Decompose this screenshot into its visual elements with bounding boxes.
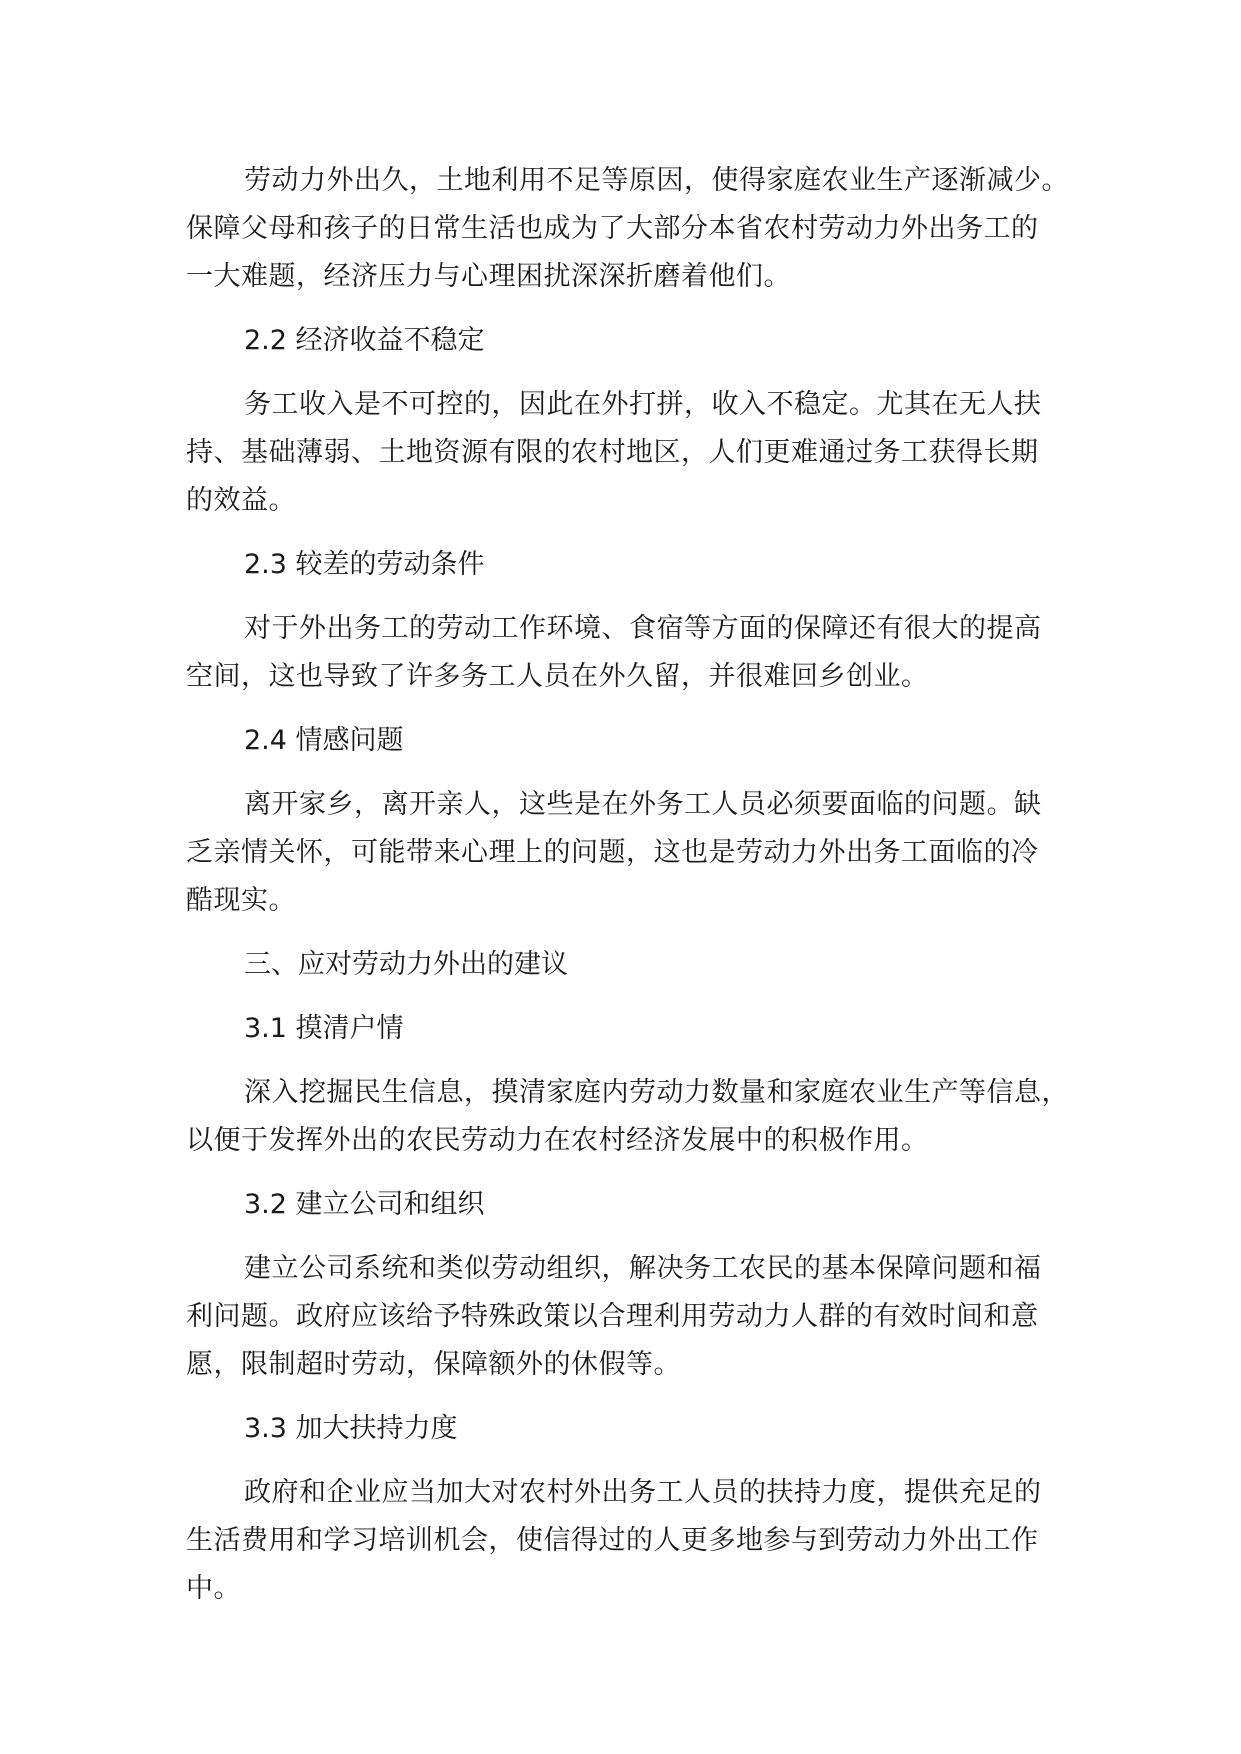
- body-paragraph: [186, 157, 1069, 301]
- chapter-heading: 三、应对劳动力外出的建议: [244, 949, 568, 980]
- body-paragraph: [186, 781, 1055, 925]
- paragraph-line: 利问题。政府应该给予特殊政策以合理利用劳动力人群的有效时间和意: [186, 1301, 1039, 1332]
- paragraph-line: 以便于发挥外出的农民劳动力在农村经济发展中的积极作用。: [186, 1125, 929, 1156]
- paragraph-line: 空间，这也导致了许多务工人员在外久留，并很难回乡创业。: [186, 661, 929, 692]
- paragraph-line: 离开家乡，离开亲人，这些是在外务工人员必须要面临的问题。缺: [244, 789, 1042, 820]
- paragraph-line: 建立公司系统和类似劳动组织，解决务工农民的基本保障问题和福: [244, 1253, 1042, 1284]
- paragraph-line: 保障父母和孩子的日常生活也成为了大部分本省农村劳动力外出务工的: [186, 213, 1039, 244]
- paragraph-line: 一大难题，经济压力与心理困扰深深折磨着他们。: [186, 261, 791, 292]
- body-paragraph: [186, 1069, 1069, 1165]
- section-heading: 2.2 经济收益不稳定: [244, 325, 485, 356]
- paragraph-line: 乏亲情关怀，可能带来心理上的问题，这也是劳动力外出务工面临的冷: [186, 837, 1039, 868]
- paragraph-line: 劳动力外出久，土地利用不足等原因，使得家庭农业生产逐渐减少。: [244, 165, 1069, 196]
- paragraph-line: 酷现实。: [186, 885, 296, 916]
- body-paragraph: [186, 381, 1055, 525]
- paragraph-line: 政府和企业应当加大对农村外出务工人员的扶持力度，提供充足的: [244, 1477, 1042, 1508]
- body-paragraph: [186, 1245, 1055, 1389]
- section-heading: 3.2 建立公司和组织: [244, 1189, 485, 1220]
- section-heading: 3.1 摸清户情: [244, 1013, 404, 1044]
- body-paragraph: [186, 1469, 1055, 1613]
- paragraph-line: 的效益。: [186, 485, 296, 516]
- paragraph-line: 持、基础薄弱、土地资源有限的农村地区，人们更难通过务工获得长期: [186, 437, 1039, 468]
- section-heading: 2.3 较差的劳动条件: [244, 549, 485, 580]
- paragraph-line: 中。: [186, 1573, 241, 1604]
- paragraph-line: 对于外出务工的劳动工作环境、食宿等方面的保障还有很大的提高: [244, 613, 1042, 644]
- section-heading: 2.4 情感问题: [244, 725, 404, 756]
- body-paragraph: [186, 605, 1055, 701]
- paragraph-line: 生活费用和学习培训机会，使信得过的人更多地参与到劳动力外出工作: [186, 1525, 1039, 1556]
- paragraph-line: 务工收入是不可控的，因此在外打拼，收入不稳定。尤其在无人扶: [244, 389, 1042, 420]
- section-heading: 3.3 加大扶持力度: [244, 1413, 458, 1444]
- paragraph-line: 深入挖掘民生信息，摸清家庭内劳动力数量和家庭农业生产等信息，: [244, 1077, 1069, 1108]
- paragraph-line: 愿，限制超时劳动，保障额外的休假等。: [186, 1349, 681, 1380]
